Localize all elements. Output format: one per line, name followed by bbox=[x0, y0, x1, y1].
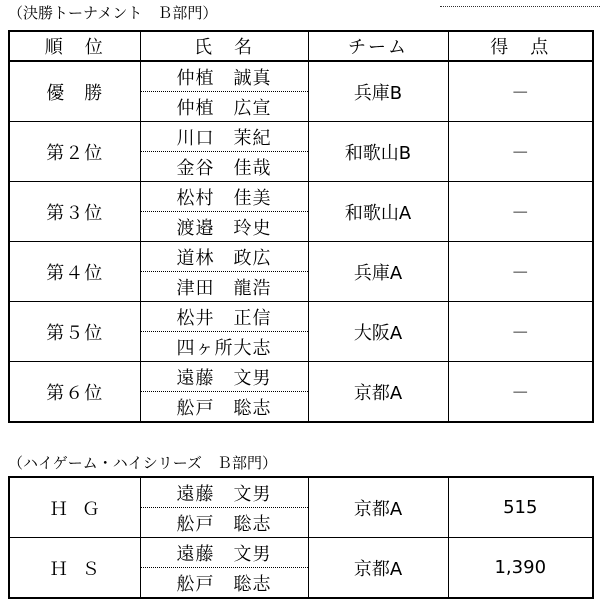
player-name: 舩戸 聡志 bbox=[140, 508, 308, 538]
score-cell: 515 bbox=[448, 477, 593, 538]
player-name: 舩戸 聡志 bbox=[140, 568, 308, 599]
tournament-caption: （決勝トーナメント Ｂ部門） bbox=[8, 4, 218, 22]
score-cell: － bbox=[448, 182, 593, 242]
player-name: 松村 佳美 bbox=[140, 182, 308, 212]
table-row bbox=[9, 61, 593, 92]
player-name: 仲植 広宣 bbox=[140, 92, 308, 122]
score-cell: － bbox=[448, 362, 593, 423]
category-cell: ＨＳ bbox=[9, 538, 140, 599]
player-name: 遠藤 文男 bbox=[140, 477, 308, 508]
team-cell: 京都A bbox=[308, 477, 448, 538]
team-cell: 和歌山A bbox=[308, 182, 448, 242]
rank-cell: 第２位 bbox=[9, 122, 140, 182]
player-name: 四ヶ所大志 bbox=[140, 332, 308, 362]
table-row bbox=[9, 242, 593, 272]
player-name: 道林 政広 bbox=[140, 242, 308, 272]
player-name: 松井 正信 bbox=[140, 302, 308, 332]
score-cell: － bbox=[448, 242, 593, 302]
high-game-caption: （ハイゲーム・ハイシリーズ Ｂ部門） bbox=[8, 454, 277, 472]
team-cell: 大阪A bbox=[308, 302, 448, 362]
player-name: 遠藤 文男 bbox=[140, 362, 308, 392]
team-cell: 京都A bbox=[308, 362, 448, 423]
table-row bbox=[9, 182, 593, 212]
cropped-header-marks bbox=[440, 0, 600, 7]
rank-cell: 第４位 bbox=[9, 242, 140, 302]
team-cell: 兵庫A bbox=[308, 242, 448, 302]
player-name: 渡邉 玲史 bbox=[140, 212, 308, 242]
score-cell: － bbox=[448, 61, 593, 122]
category-cell: ＨＧ bbox=[9, 477, 140, 538]
team-cell: 和歌山B bbox=[308, 122, 448, 182]
team-cell: 兵庫B bbox=[308, 61, 448, 122]
team-cell: 京都A bbox=[308, 538, 448, 599]
player-name: 舩戸 聡志 bbox=[140, 392, 308, 423]
high-game-table bbox=[8, 476, 594, 599]
player-name: 金谷 佳哉 bbox=[140, 152, 308, 182]
score-cell: 1,390 bbox=[448, 538, 593, 599]
player-name: 津田 龍浩 bbox=[140, 272, 308, 302]
header-name: 氏 名 bbox=[140, 31, 308, 61]
tournament-results-table bbox=[8, 30, 594, 423]
score-cell: － bbox=[448, 302, 593, 362]
rank-cell: 優 勝 bbox=[9, 61, 140, 122]
header-score: 得 点 bbox=[448, 31, 593, 61]
header-rank: 順 位 bbox=[9, 31, 140, 61]
table-row bbox=[9, 302, 593, 332]
rank-cell: 第５位 bbox=[9, 302, 140, 362]
player-name: 遠藤 文男 bbox=[140, 538, 308, 568]
header-row bbox=[9, 31, 593, 61]
score-cell: － bbox=[448, 122, 593, 182]
table-row bbox=[9, 538, 593, 568]
rank-cell: 第３位 bbox=[9, 182, 140, 242]
player-name: 川口 茉紀 bbox=[140, 122, 308, 152]
table-row bbox=[9, 362, 593, 392]
rank-cell: 第６位 bbox=[9, 362, 140, 423]
table-row bbox=[9, 122, 593, 152]
table-row bbox=[9, 477, 593, 508]
header-team: チーム bbox=[308, 31, 448, 61]
player-name: 仲植 誠真 bbox=[140, 61, 308, 92]
